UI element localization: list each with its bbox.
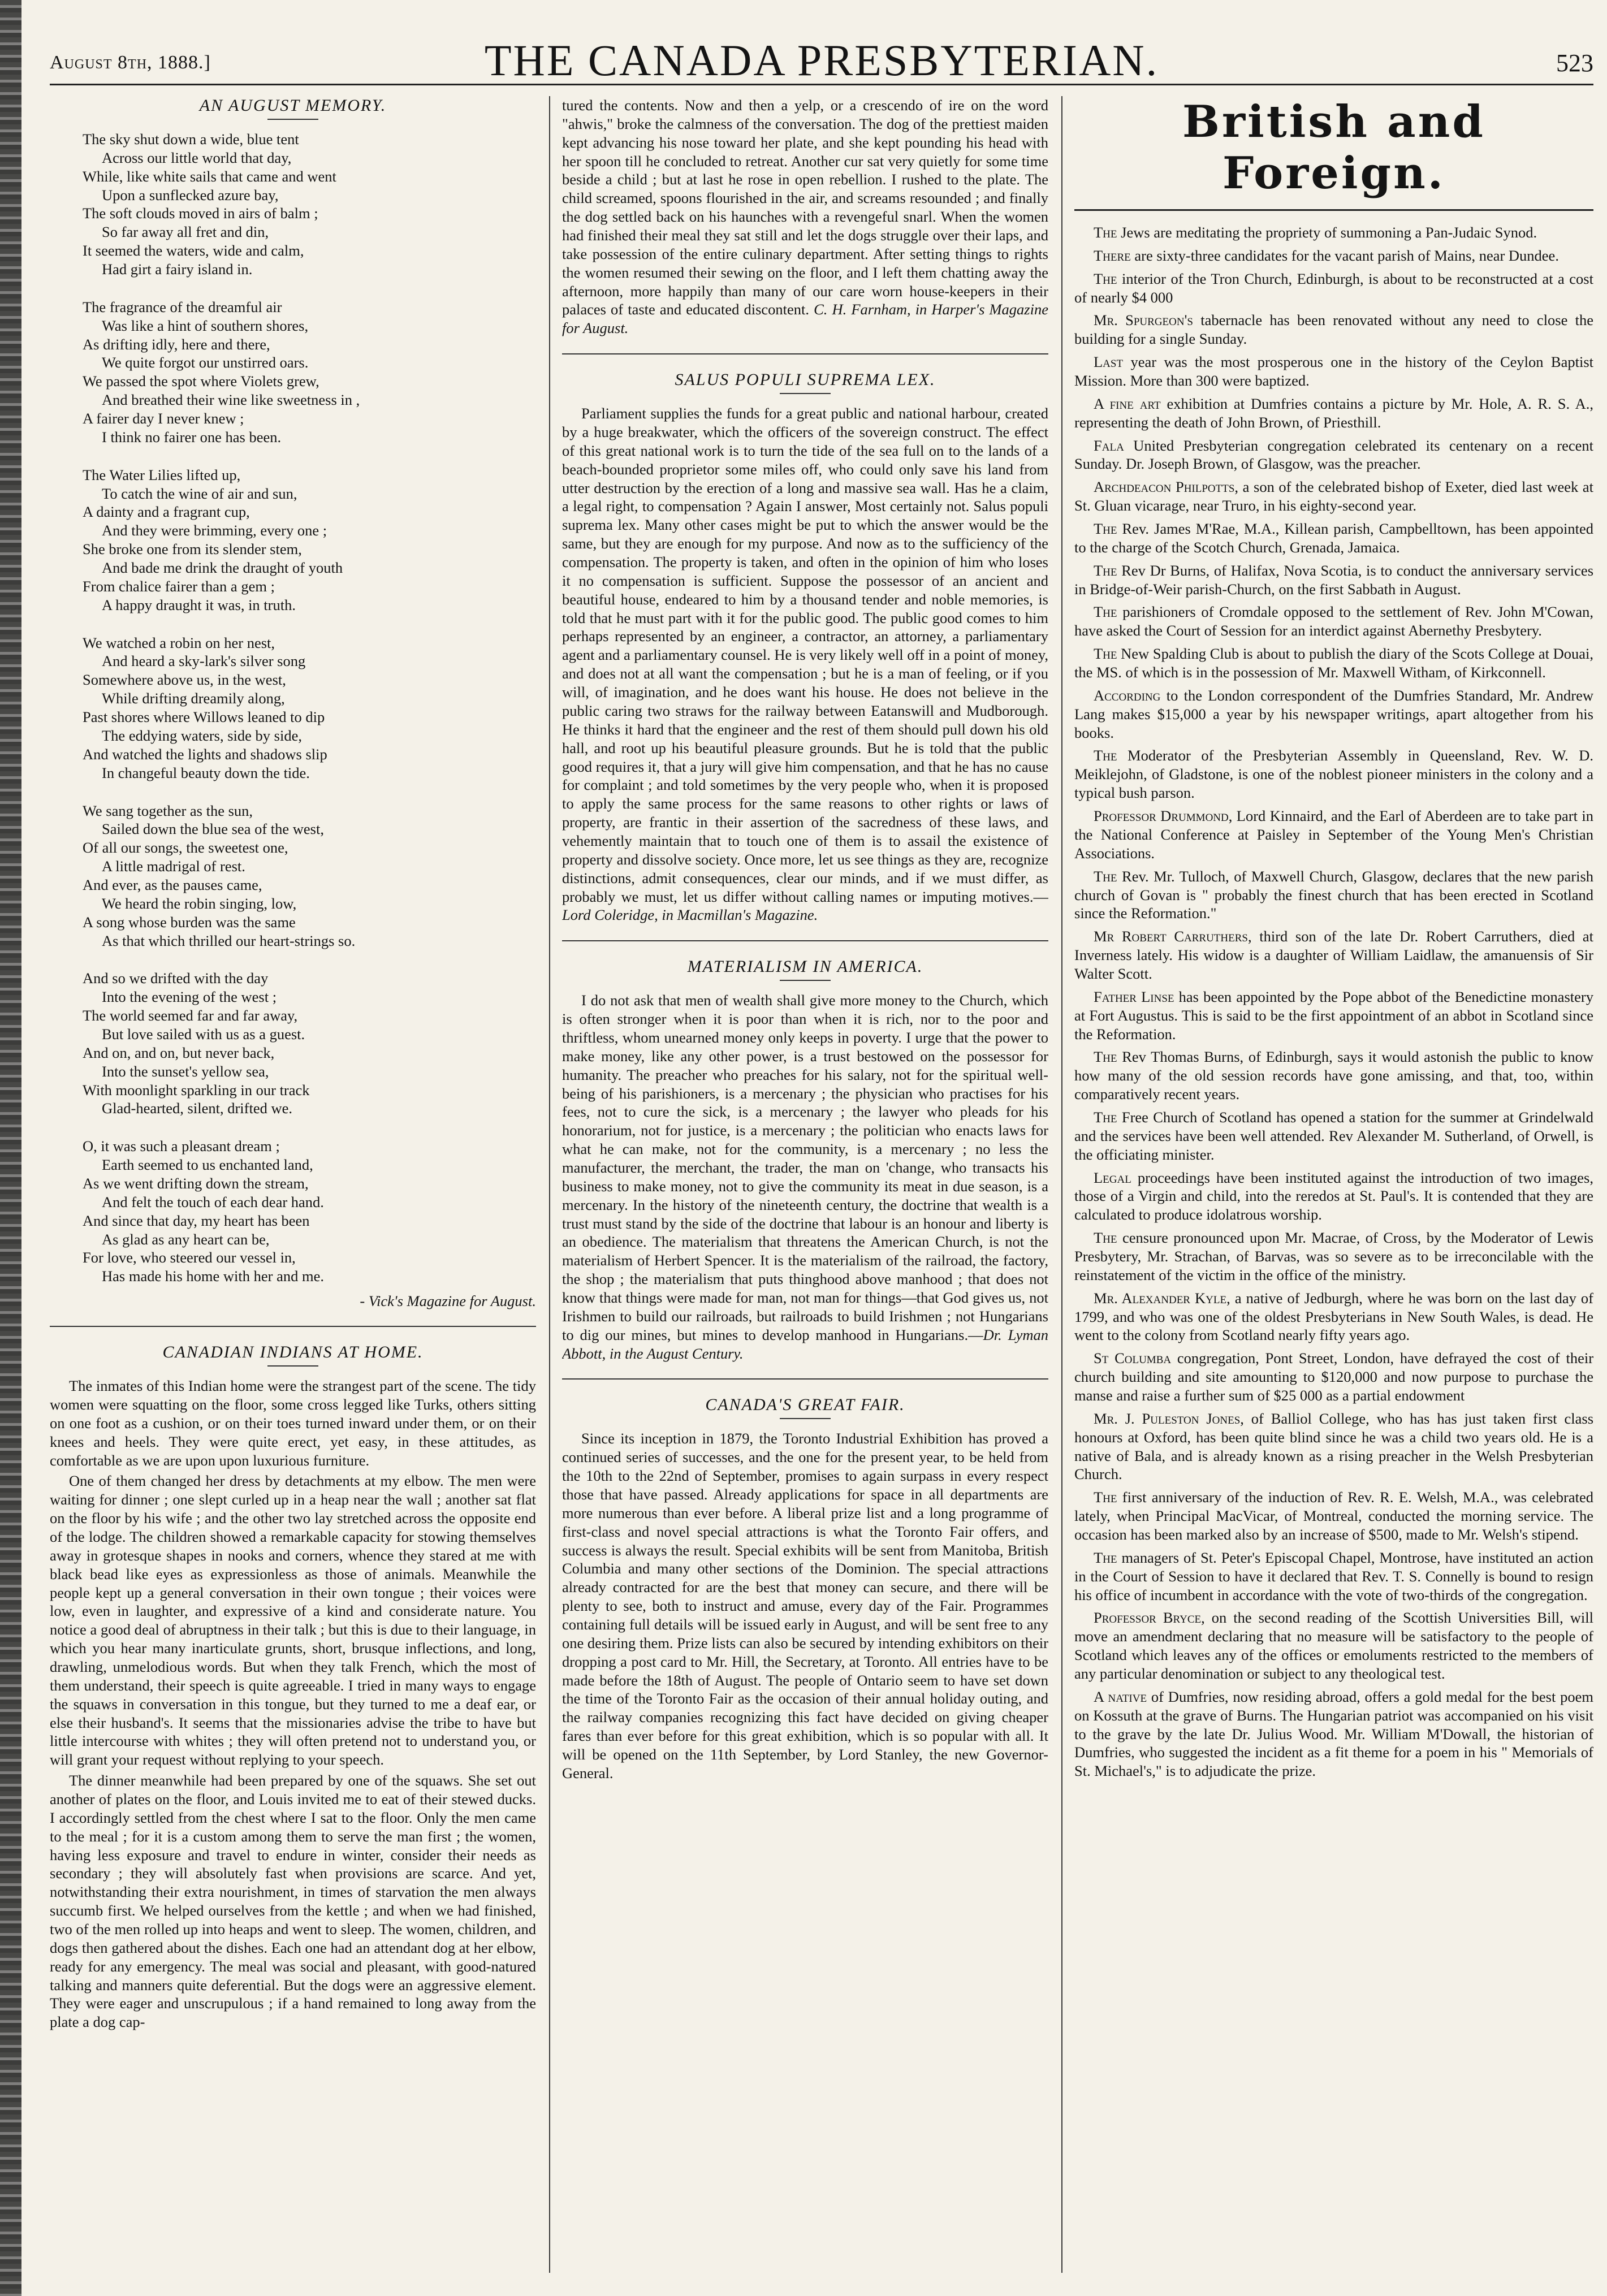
news-item-text: New Spalding Club is about to publish the diary of the Scots College at Douai, the MS. of which is in the possession of Mr. Maxwell Witham, of Kirkconnell. [1074,645,1593,681]
news-item [1074,1048,1593,1104]
news-item [1074,867,1593,923]
news-item-text: a native of Jedburgh, where he was born on the last day of 1799, and who was one of the oldest Presbyterians in New South Wales, is dead. He went to the colony from Scotland nearly fifty years ago. [1074,1289,1593,1344]
poem-stanza [83,634,536,782]
news-item-text: tabernacle has been renovated without any need to close the building for a single Sunday. [1074,312,1593,348]
poem-line: Across our little world that day, [102,149,292,166]
poem-line: A dainty and a fragrant cup, [83,503,250,521]
poem-line: We passed the spot where Violets grew, [83,373,319,390]
title-divider [267,119,318,120]
article-divider [562,1378,1048,1380]
news-item [1074,1289,1593,1345]
article-body-materialism [562,991,1048,1363]
article-body-indians [50,1377,536,2031]
poem-title: AN AUGUST MEMORY. [199,96,387,115]
poem-line: Was like a hint of southern shores, [102,317,309,334]
poem-line: Of all our songs, the sweetest one, [83,839,288,857]
article-body-salus [562,404,1048,924]
poem-line: The eddying waters, side by side, [102,727,302,744]
poem-line: Glad-hearted, silent, drifted we. [102,1100,293,1117]
poem-line: Had girt a fairy island in. [102,261,253,278]
news-item [1074,436,1593,474]
news-item [1074,561,1593,599]
article-title-fair: CANADA'S GREAT FAIR. [705,1395,905,1415]
news-item-lead: Archdeacon Philpotts, [1094,478,1239,496]
poem-line: We quite forgot our unstirred oars. [102,354,309,371]
news-item [1074,478,1593,515]
news-item-lead: The [1094,1489,1117,1506]
column-rule [1061,96,1062,2273]
news-item-text: a son of the celebrated bishop of Exeter, died last week at St. Gluan vicarage, near Truro, in his eighty-second year. [1074,478,1593,514]
news-item-lead: Fala [1094,436,1124,454]
news-item [1074,1169,1593,1225]
poem-line: While, like white sails that came and went [83,167,336,185]
news-item [1074,645,1593,682]
news-item-text: parishioners of Cromdale opposed to the settlement of Rev. John M'Cowan, have asked the Court of Session for an interdict against Abernethy Presbytery. [1074,603,1593,639]
news-item-text: third son of the late Dr. Robert Carruthers, died at Inverness lately. His widow is a daughter of William Laidlaw, the amanuensis of Sir Walter Scott. [1074,928,1593,982]
paragraph: One of them changed her dress by detachments at my elbow. The men were waiting for dinner ; one slept curled up in a heap near the wall ; another sat flat on the floor by his wife ; and the other two lay stretched across the opposite end of the lodge. The children showed a remarkable capacity for stowing themselves away in grotesque shapes in nooks and corners, whence they stared at me with black bead like eyes as expressionless as those of animals. Meanwhile the people kept up a general conversation in their own tongue ; their voices were low, even in laughter, and expressive of a kind and considerate nature. You notice a good deal of abruptness in their talk ; but this is due to their language, in which you hear many inarticulate grunts, short, brusque inflections, and long, drawling, unmelodious words. But when they talk French, which the most of them understand, their speech is quite agreeable. I tried in many ways to engage the squaws in conversation in this tongue, but they turned to me a deaf ear, or else their husband's. It seems that the missionaries advise the tribe to have but little intercourse with whites ; they will often pretend not to understand you, or will grant your request without replying to your speech. [50,1472,536,1769]
news-item [1074,395,1593,432]
news-item [1074,927,1593,983]
poem-line: A fairer day I never knew ; [83,410,244,427]
article-attribution: C. H. Farnham, in Harper's Magazine for August. [562,301,1048,337]
news-item-lead: The [1094,747,1117,764]
news-item-lead: The [1094,1549,1117,1566]
news-item-lead: The [1094,1229,1117,1247]
news-item-text: Free Church of Scotland has opened a station for the summer at Grindelwald and the services have been well attended. Rev Alexander M. Sutherland, of Orwell, is the officiating minister. [1074,1108,1593,1163]
paragraph: Parliament supplies the funds for a great public and national harbour, created by a huge breakwater, which the officers of the sovereign construct. The effect of this great national work is to turn the tide of the sea full on to the lands of a beach-bounded proprietor some miles off, who could only save his land from utter destruction by the erection of a long and massive sea wall. Has he a claim, a legal right, to compensation ? Again I answer, Most certainly not. Salus populi suprema lex. Many other cases might be put to which the answer would be the same, but they are enough for my purpose. And now as to the sufficiency of the compensation. The property is taken, and often in the opinion of him who loses it no compensation is sufficient. Suppose the possessor of an ancient and beautiful house, endeared to him by a thousand tender and noble memories, is told that he must part with it for the public good. The public good comes to him perhaps represented by an engineer, a contractor, an attorney, a parliamentary agent and a parliamentary counsel. He is very likely well off in a point of money, and does not at all want the compensation ; but he is a man of feeling, or if you will, of imagination, and he does want his house. He does not believe in the public caring two straws for the railway between Eatanswill and Mudborough. He thinks it hard that the engineer and the rest of them should pull down his old hall, and root up his beautiful pleasure grounds. But he is told that the public good requires it, that a jury will give him compensation, and that he has no cause for complaint ; and told sometimes by the very people who, when it is proposed to apply the same process for the same reasons to other rights or laws of property, are frantic in their assertion of the sacredness of these laws, and vehemently maintain that to touch one of them is to assail the existence of property and dissolve society. Once more, let us see things as they are, recognize distinctions, admit consequences, clear our minds, and if we must differ, as probably we must, let us differ without calling names or imputing motives.—Lord Coleridge, in Macmillan's Magazine. [562,405,1048,924]
news-item-lead: The [1094,1108,1117,1126]
poem-line: The soft clouds moved in airs of balm ; [83,205,318,222]
article-divider [562,353,1048,354]
news-item-text: Rev. Mr. Tulloch, of Maxwell Church, Glasgow, declares that the new parish church of Govan is " probably the finest church that has been erected in Scotland since the Reformation." [1074,867,1593,922]
news-item-text: exhibition at Dumfries contains a picture by Mr. Hole, A. R. S. A., representing the death of John Brown, of Priesthill. [1074,395,1593,431]
poem-body [50,130,536,1286]
news-notes [1074,223,1593,1780]
poem-line: As that which thrilled our heart-strings so. [102,932,356,949]
poem-line: Past shores where Willows leaned to dip [83,708,325,726]
column-3 [1074,96,1593,2273]
poem-stanza [83,466,536,615]
section-title: British and Foreign. [1182,96,1485,199]
poem-line: Into the sunset's yellow sea, [102,1062,269,1080]
news-item-text: United Presbyterian congregation celebrated its centenary on a recent Sunday. Dr. Joseph Brown, of Glasgow, was the preacher. [1074,436,1593,473]
paragraph: The inmates of this Indian home were the strangest part of the scene. The tidy women were squatting on the floor, some cross legged like Turks, others sitting on one foot as a cushion, or on their toes turned inward under them, or on their knees and heels. They were quite erect, yet easy, in these attitudes, as comfortable as we are upon upon luxurious furniture. [50,1377,536,1469]
news-item-lead: A fine art [1094,395,1161,412]
poem-line: The Water Lilies lifted up, [83,466,241,483]
news-item-lead: Legal [1094,1169,1131,1186]
news-item [1074,988,1593,1044]
news-item-lead: The [1094,561,1117,579]
poem-line: Earth seemed to us enchanted land, [102,1156,313,1174]
newspaper-title: THE CANADA PRESBYTERIAN. [484,36,1159,85]
poem-stanza [83,130,536,279]
article-attribution: Lord Coleridge, in Macmillan's Magazine. [562,906,818,924]
news-item-text: of Dumfries, now residing abroad, offers a gold medal for the best poem on Kossuth at the grave of Burns. The Hungarian patriot was accompanied on his visit to the grave by the late Dr. Julius Wood. Mr. William M'Dowall, the historian of Dumfries, who suggested the incident as a fit theme for a poem in his " Memorials of St. Michael's," is to adjudicate the prize. [1074,1688,1593,1780]
news-item [1074,270,1593,307]
news-item [1074,353,1593,390]
poem-line: And so we drifted with the day [83,970,269,987]
news-item [1074,247,1593,265]
title-divider [780,980,831,981]
poem-line: And felt the touch of each dear hand. [102,1193,324,1210]
poem-line: We watched a robin on her nest, [83,634,275,651]
news-item-lead: The [1094,603,1117,621]
news-item [1074,1349,1593,1405]
page-number: 523 [1556,49,1593,77]
poem-line: To catch the wine of air and sun, [102,485,297,502]
news-item-lead: The [1094,520,1117,538]
masthead [50,27,1593,85]
news-item-lead: Father Linse [1094,988,1174,1005]
news-item-text: Moderator of the Presbyterian Assembly in Queensland, Rev. W. D. Meiklejohn, of Gladstone, is one of the noblest pioneer ministers in the colony and a typical bush parson. [1074,747,1593,802]
news-item-lead: Mr Robert Carruthers, [1094,928,1252,945]
news-item-text: to the London correspondent of the Dumfries Standard, Mr. Andrew Lang makes $15,000 a year by his newspaper writings, apart altogether from his books. [1074,686,1593,741]
poem-line: The sky shut down a wide, blue tent [83,131,299,148]
title-divider [780,1418,831,1419]
news-item [1074,1549,1593,1605]
issue-date: August 8th, 1888.] [50,52,211,73]
news-item-lead: Professor Bryce, [1094,1609,1205,1627]
article-divider [562,940,1048,941]
poem-line: A little madrigal of rest. [102,858,245,875]
poem-line: It seemed the waters, wide and calm, [83,242,304,260]
poem-stanza [83,298,536,447]
news-item-text: are sixty-three candidates for the vacant parish of Mains, near Dundee. [1134,247,1559,264]
news-item [1074,1409,1593,1484]
news-item-lead: A native [1094,1688,1147,1705]
column-rule [549,96,550,2273]
news-item-text: Rev. James M'Rae, M.A., Killean parish, Campbelltown, has been appointed to the charge of the Scotch Church, Grenada, Jamaica. [1074,520,1593,556]
paragraph: The dinner meanwhile had been prepared by one of the squaws. She set out another of plates on the floor, and Louis invited me to eat of their stewed ducks. I accordingly settled from the chest where I sat to the floor. Only the men came to the meal ; for it is a custom among them to serve the man first ; the women, having less exposure and travel to endure in winter, consider their needs as secondary ; they will absolutely fast when provisions are scarce. And yet, notwithstanding their extra nourishment, in times of starvation the men always succumb first. We helped ourselves from the kettle ; and when we had finished, two of the men rolled up into heaps and went to sleep. The women, children, and dogs then gathered about the dishes. Each one had an attendant dog at her elbow, ready for any emergency. The meal was social and pleasant, with good-natured talking and manners quite deferential. But the dogs were an aggressive element. They were eager and unscrupulous ; if a hand remained to long away from the plate a dog cap- [50,1772,536,2031]
poem-line: And on, and on, but never back, [83,1044,275,1061]
news-item [1074,603,1593,640]
poem-line: She broke one from its slender stem, [83,541,302,558]
news-item-text: Lord Kinnaird, and the Earl of Aberdeen are to take part in the National Conference at Paisley in September of the Young Men's Christian Associations. [1074,807,1593,862]
title-divider [267,1365,318,1367]
poem-line: Into the evening of the west ; [102,988,277,1006]
article-title-salus: SALUS POPULI SUPREMA LEX. [675,370,936,390]
poem-line: For love, who steered our vessel in, [83,1249,296,1266]
news-item-text: proceedings have been instituted against the introduction of two images, those of a Virgin and child, into the reredos at St. Paul's. It is contended that they are calculated to produce idolatrous worship. [1074,1169,1593,1223]
paragraph: Since its inception in 1879, the Toronto Industrial Exhibition has proved a continued series of successes, and the one for the present year, to be held from the 10th to the 22nd of September, promises to again surpass in every respect those that have passed. Already applications for space in all departments are more numerous than ever before. A liberal prize list and a long programme of first-class and novel special attractions is what the Toronto Fair offers, and success is always the result. Special exhibits will be sent from Manitoba, British Columbia and many other sections of the Dominion. The special attractions already contracted for are the best that money can secure, and there will be plenty to see, both to instruct and amuse, every day of the Fair. Programmes containing full details will be issued early in August, and will be sent free to any one desiring them. Prize lists can also be secured by intending exhibitors on their dropping a post card to Mr. Hill, the Secretary, at Toronto. All entries have to be made before the 18th of August. The people of Ontario seem to have set down the time of the Toronto Fair as the occasion of their annual holiday outing, and the railway companies recognizing this fact have decided on giving cheaper fares than ever before for this great exhibition, which is so popular with all. It will be opened on the 11th September, by Lord Stanley, the new Governor-General. [562,1430,1048,1782]
poem-line: A song whose burden was the same [83,913,296,931]
news-item [1074,1609,1593,1683]
news-item-text: managers of St. Peter's Episcopal Chapel, Montrose, have instituted an action in the Court of Session to have it declared that Rev. T. S. Connelly is bound to resign his office of incumbent in accordance with the vote of two-thirds of the congregation. [1074,1549,1593,1603]
article-divider [50,1326,536,1327]
poem-stanza [83,969,536,1118]
news-item-lead: St Columba [1094,1350,1172,1367]
poem-line: And heard a sky-lark's silver song [102,652,306,670]
poem-line: O, it was such a pleasant dream ; [83,1138,280,1155]
article-body-fair [562,1429,1048,1782]
news-item [1074,520,1593,557]
news-item-lead: The [1094,1048,1117,1066]
news-item [1074,311,1593,348]
poem-line: And since that day, my heart has been [83,1212,310,1229]
poem-line: In changeful beauty down the tide. [102,764,310,781]
news-item-lead: The [1094,645,1117,663]
poem-line: I think no fairer one has been. [102,428,282,446]
news-item-lead: Professor Drummond, [1094,807,1233,825]
news-item-text: first anniversary of the induction of Rev. R. E. Welsh, M.A., was celebrated lately, when Principal MacVicar, of Montreal, conducted the morning service. The occasion has been marked also by an increase of $500, made to Mr. Welsh's stipend. [1074,1489,1593,1543]
news-item [1074,1688,1593,1780]
news-item-lead: The [1094,867,1117,885]
poem-line: As drifting idly, here and there, [83,335,270,353]
poem-line: As we went drifting down the stream, [83,1174,309,1192]
news-item [1074,746,1593,802]
poem-line: With moonlight sparkling in our track [83,1081,310,1099]
poem-attribution: - Vick's Magazine for August. [360,1292,536,1310]
paragraph: I do not ask that men of wealth shall give more money to the Church, which is often stronger when it is poor than when it is rich, nor to the poor and thriftless, whom unearned money only keeps in poverty. I urge that the power to make money, like any other power, is a trust bestowed on the possessor for humanity. The preacher who preaches for his salary, not for the spiritual well-being of his parishioners, is a mercenary ; the physician who practises for his fees, not to cure the sick, is a mercenary ; the lawyer who pleads for his honorarium, not for justice, is a mercenary ; the politician who enacts laws for what he can make, not for the community, is a mercenary ; no less the manufacturer, the merchant, the trader, the man on 'change, who transacts his business to make money, not to give the community its meat in due season, is a mercenary. In the history of the nineteenth century, the doctrine that wealth is a trust must stand by the side of the doctrine that labour is an honour and liberty is an obedience. The materialism that threatens the American Church, is not the materialism of Herbert Spencer. It is the materialism of the railroad, the factory, the shop ; the materialism that puts thinghood above manhood ; that does not know that things were made for man, not man for things—that God gives us, not Irishmen to build our railroads, but railroads to build Irishmen ; not Hungarians to dig our mines, but mines to develop manhood in Hungarians.—Dr. Lyman Abbott, in the August Century. [562,992,1048,1362]
poem-line: The fragrance of the dreamful air [83,298,282,315]
newspaper-page [50,27,1593,2283]
news-item-text: Rev Dr Burns, of Halifax, Nova Scotia, is to conduct the anniversary services in Bridge-of-Weir parish-Church, on the first Sabbath in August. [1074,561,1593,598]
news-item-lead: According [1094,686,1161,704]
poem-line: And bade me drink the draught of youth [102,559,343,577]
poem-line: From chalice fairer than a gem ; [83,577,275,595]
poem-line: A happy draught it was, in truth. [102,596,296,613]
poem-line: But love sailed with us as a guest. [102,1025,305,1043]
poem-stanza [83,802,536,950]
news-item-lead: The [1094,270,1117,287]
news-item [1074,223,1593,242]
poem-stanza [83,1137,536,1286]
news-item [1074,1108,1593,1164]
title-divider [780,393,831,394]
news-item [1074,686,1593,742]
poem-line: As glad as any heart can be, [102,1230,270,1248]
news-item-lead: The [1094,224,1117,241]
article-title-materialism: MATERIALISM IN AMERICA. [687,957,923,976]
news-item-text: of Balliol College, who has has just taken first class honours at Oxford, has been quite blind since he was a child two years old. He is a native of Bala, and is already known as a rising preacher in the Welsh Presbyterian Church. [1074,1409,1593,1483]
section-divider [1074,209,1593,211]
poem-line: And breathed their wine like sweetness in , [102,391,360,409]
news-item-lead: Mr. Spurgeon's [1094,312,1193,329]
poem-line: And they were brimming, every one ; [102,522,327,539]
news-item-text: on the second reading of the Scottish Universities Bill, will move an amendment declaring that no measure will be satisfactory to the people of Scotland which leaves any of the offices or emoluments restricted to the members of any particular denomination or subject to any theological test. [1074,1609,1593,1683]
poem-line: And watched the lights and shadows slip [83,745,327,763]
poem-line: Sailed down the blue sea of the west, [102,820,324,838]
article-attribution: Dr. Lyman Abbott, in the August Century. [562,1326,1048,1362]
news-item-lead: Mr. Alexander Kyle, [1094,1289,1230,1307]
news-item [1074,1229,1593,1285]
news-item-lead: There [1094,247,1131,264]
poem-line: Has made his home with her and me. [102,1268,324,1285]
news-item-text: interior of the Tron Church, Edinburgh, is about to be reconstructed at a cost of nearly $4 000 [1074,270,1593,306]
news-item [1074,1488,1593,1544]
article-title-indians: CANADIAN INDIANS AT HOME. [162,1343,424,1362]
news-item-text: has been appointed by the Pope abbot of the Benedictine monastery at Fort Augustus. This is said to be the first appointment of an abbot in Scotland since the Reformation. [1074,988,1593,1043]
news-item-lead: Mr. J. Puleston Jones, [1094,1409,1244,1427]
news-item-text: censure pronounced upon Mr. Macrae, of Cross, by the Moderator of Lewis Presbytery, Mr. Strachan, of Barvas, was so severe as to be irreconcilable with the reinstatement of the victim in the office of the ministry. [1074,1229,1593,1283]
news-item-text: Jews are meditating the propriety of summoning a Pan-Judaic Synod. [1121,224,1537,241]
poem-line: So far away all fret and din, [102,223,269,241]
poem-line: The world seemed far and far away, [83,1007,298,1024]
news-item-lead: Last [1094,353,1124,371]
poem-line: We heard the robin singing, low, [102,894,297,912]
paragraph: tured the contents. Now and then a yelp, or a crescendo of ire on the word "ahwis," broke the calmness of the conversation. The dog of the prettiest maiden kept advancing his nose toward her plate, and she kept pounding his head with her spoon till he concluded to retreat. Another cur sat very quietly for some time beside a child ; but at last he rose in open rebellion. I rushed to the plate. The child screamed, spoons flourished in the air, and screams resounded ; and finally the dog settled back on his haunches with a revengeful snarl. When the women had finished their meal they sat still and let the dogs struggle over their laps, and take possession of the entire culinary department. After setting things to rights the women resumed their sewing on the floor, and I left them chatting away the afternoon, more happily than many of our care worn house-keepers in their palaces of taste and educated discontent. C. H. Farnham, in Harper's Magazine for August. [562,97,1048,337]
column-2 [562,96,1048,2273]
news-item-text: congregation, Pont Street, London, have defrayed the cost of their church building and site amounting to $120,000 and now purpose to purchase the manse and raise a further sum of $25 000 as a partial endowment [1074,1350,1593,1404]
news-item-text: Rev Thomas Burns, of Edinburgh, says it would astonish the public to know how many of the old session records have gone amissing, and that, too, within comparatively recent years. [1074,1048,1593,1103]
article-body-indians-continued [562,96,1048,338]
poem-line: Somewhere above us, in the west, [83,671,286,689]
binding-edge [0,0,21,2296]
poem-line: While drifting dreamily along, [102,690,285,707]
poem-line: And ever, as the pauses came, [83,876,262,893]
column-1 [50,96,536,2273]
news-item [1074,807,1593,863]
poem-line: We sang together as the sun, [83,802,253,819]
poem-line: Upon a sunflecked azure bay, [102,186,279,204]
news-item-text: year was the most prosperous one in the history of the Ceylon Baptist Mission. More than 300 were baptized. [1074,353,1593,390]
